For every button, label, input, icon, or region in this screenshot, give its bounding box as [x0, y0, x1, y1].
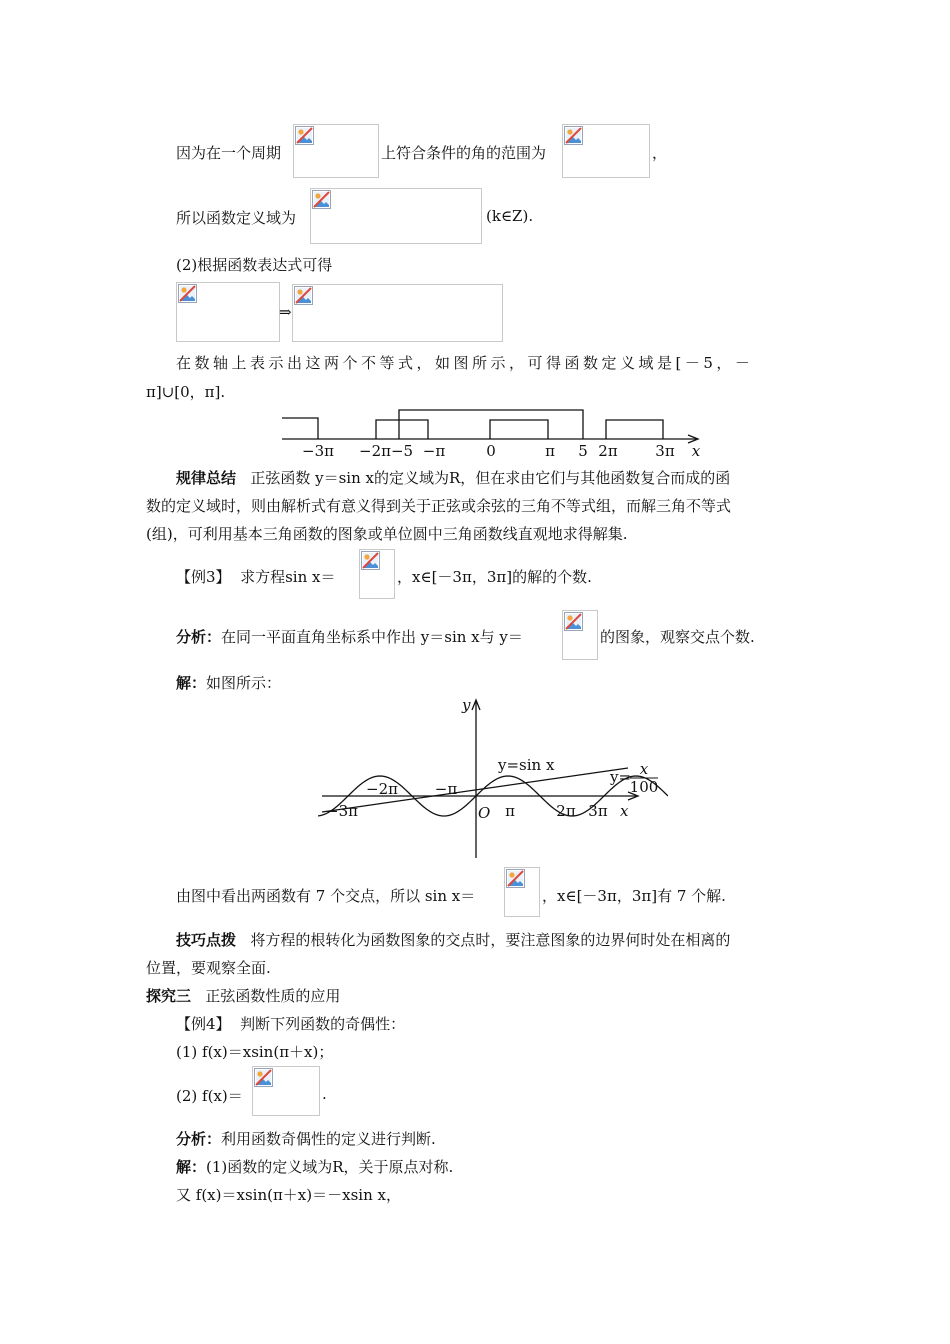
- example-tag: 【例3】: [176, 568, 231, 586]
- solution-title: 解：: [176, 1158, 207, 1176]
- text-line: 位置，要观察全面.: [146, 959, 271, 977]
- text-line: .: [322, 1085, 327, 1103]
- broken-image-icon: [254, 1068, 273, 1087]
- example-line: [176, 566, 335, 587]
- tick-label: −2π: [359, 442, 391, 460]
- tick-label: 3π: [588, 802, 608, 820]
- broken-image-icon: [312, 190, 331, 209]
- text-line: (2)根据函数表达式可得: [176, 256, 333, 274]
- example-line: [176, 1013, 405, 1034]
- interval-segment: [399, 410, 583, 439]
- origin-label: O: [478, 804, 491, 822]
- implies-symbol: ⇒: [279, 303, 292, 321]
- broken-image-icon: [564, 612, 583, 631]
- number-line-figure: [278, 404, 708, 460]
- formula-image: [176, 282, 280, 342]
- formula-image: [310, 188, 482, 244]
- analysis-text: 利用函数奇偶性的定义进行判断.: [221, 1130, 436, 1148]
- example-text: 求方程sin x＝: [240, 568, 336, 586]
- line-label-denominator: 100: [629, 778, 659, 796]
- tick-label: −π: [434, 780, 458, 798]
- solution-title: 解：: [176, 674, 207, 692]
- tick-label: 0: [486, 442, 496, 460]
- tick-label: −π: [422, 442, 446, 460]
- rule-title: 规律总结: [176, 469, 237, 487]
- tick-label: π: [545, 442, 555, 460]
- text-line: ，: [652, 144, 668, 162]
- text-line: ，x∈[－3π，3π]有 7 个解.: [542, 887, 726, 905]
- formula-image: [252, 1066, 320, 1116]
- tick-label: −2π: [366, 780, 398, 798]
- section-heading: [146, 985, 340, 1006]
- broken-image-icon: [361, 551, 380, 570]
- tip-body: 将方程的根转化为函数图象的交点时，要注意图象的边界何时处在相离的: [250, 931, 731, 949]
- solution-text: 如图所示：: [206, 674, 282, 692]
- tick-label: −5: [390, 442, 414, 460]
- formula-image: [293, 124, 379, 178]
- example-text: ，x∈[－3π，3π]的解的个数.: [397, 568, 592, 586]
- tick-label: −3π: [302, 442, 334, 460]
- text-line: 所以函数定义域为: [176, 209, 297, 227]
- formula-image: [562, 124, 650, 178]
- interval-segment: [606, 420, 663, 439]
- example-tag: 【例4】: [176, 1015, 231, 1033]
- solution-line: [176, 672, 281, 693]
- axis-label: x: [691, 442, 701, 460]
- tick-label: −3π: [326, 802, 358, 820]
- example-text: 判断下列函数的奇偶性：: [240, 1015, 406, 1033]
- broken-image-icon: [294, 286, 313, 305]
- analysis-line: [176, 1128, 436, 1149]
- text-line: 因为在一个周期: [176, 144, 282, 162]
- tip-title: 技巧点拨: [176, 931, 237, 949]
- tick-label: 2π: [556, 802, 576, 820]
- formula-image: [359, 549, 395, 599]
- x-axis-label: x: [620, 802, 629, 820]
- line-label-prefix: y=: [610, 768, 632, 786]
- text-line: (组)，可利用基本三角函数的图象或单位圆中三角函数线直观地求得解集.: [146, 525, 628, 543]
- formula-image: [562, 610, 598, 660]
- broken-image-icon: [178, 284, 197, 303]
- text-line: 在数轴上表示出这两个不等式，如图所示，可得函数定义域是[－5，－: [176, 354, 754, 372]
- analysis-text: 的图象，观察交点个数.: [600, 628, 755, 646]
- formula-image: [504, 867, 540, 917]
- tip-line: [176, 929, 730, 950]
- analysis-text: 在同一平面直角坐标系中作出 y＝sin x与 y＝: [221, 628, 523, 646]
- sine-graph-figure: [318, 694, 668, 862]
- solution-line: [176, 1156, 453, 1177]
- interval-segment: [282, 418, 318, 439]
- solution-text: (1)函数的定义域为R，关于原点对称.: [206, 1158, 454, 1176]
- text-line: 上符合条件的角的范围为: [381, 144, 547, 162]
- broken-image-icon: [295, 126, 314, 145]
- text-line: π]∪[0，π].: [146, 383, 226, 401]
- analysis-title: 分析：: [176, 628, 222, 646]
- formula-image: [292, 284, 503, 342]
- tick-label: π: [505, 802, 515, 820]
- section-title: 探究三: [146, 987, 192, 1005]
- text-line: 数的定义域时，则由解析式有意义得到关于正弦或余弦的三角不等式组，而解三角不等式: [146, 497, 732, 515]
- tick-label: 3π: [655, 442, 675, 460]
- broken-image-icon: [506, 869, 525, 888]
- analysis-line: [176, 626, 523, 647]
- interval-segment: [376, 420, 428, 439]
- tick-label: 5: [578, 442, 588, 460]
- y-axis-label: y: [462, 696, 471, 714]
- analysis-title: 分析：: [176, 1130, 222, 1148]
- text-line: (2) f(x)＝: [176, 1087, 243, 1105]
- sine-curve-label: y=sin x: [498, 756, 555, 774]
- interval-segment: [490, 420, 548, 439]
- tick-label: 2π: [598, 442, 618, 460]
- text-line: 又 f(x)＝xsin(π＋x)＝－xsin x，: [176, 1186, 401, 1204]
- rule-body: 正弦函数 y＝sin x的定义域为R，但在求由它们与其他函数复合而成的函: [250, 469, 731, 487]
- line-label-numerator: x: [639, 760, 649, 778]
- broken-image-icon: [564, 126, 583, 145]
- section-subtitle: 正弦函数性质的应用: [205, 987, 341, 1005]
- rule-summary-line: [176, 467, 730, 488]
- text-line: (k∈Z).: [486, 207, 534, 225]
- text-line: 由图中看出两函数有 7 个交点，所以 sin x＝: [176, 887, 476, 905]
- text-line: (1) f(x)＝xsin(π＋x)；: [176, 1043, 334, 1061]
